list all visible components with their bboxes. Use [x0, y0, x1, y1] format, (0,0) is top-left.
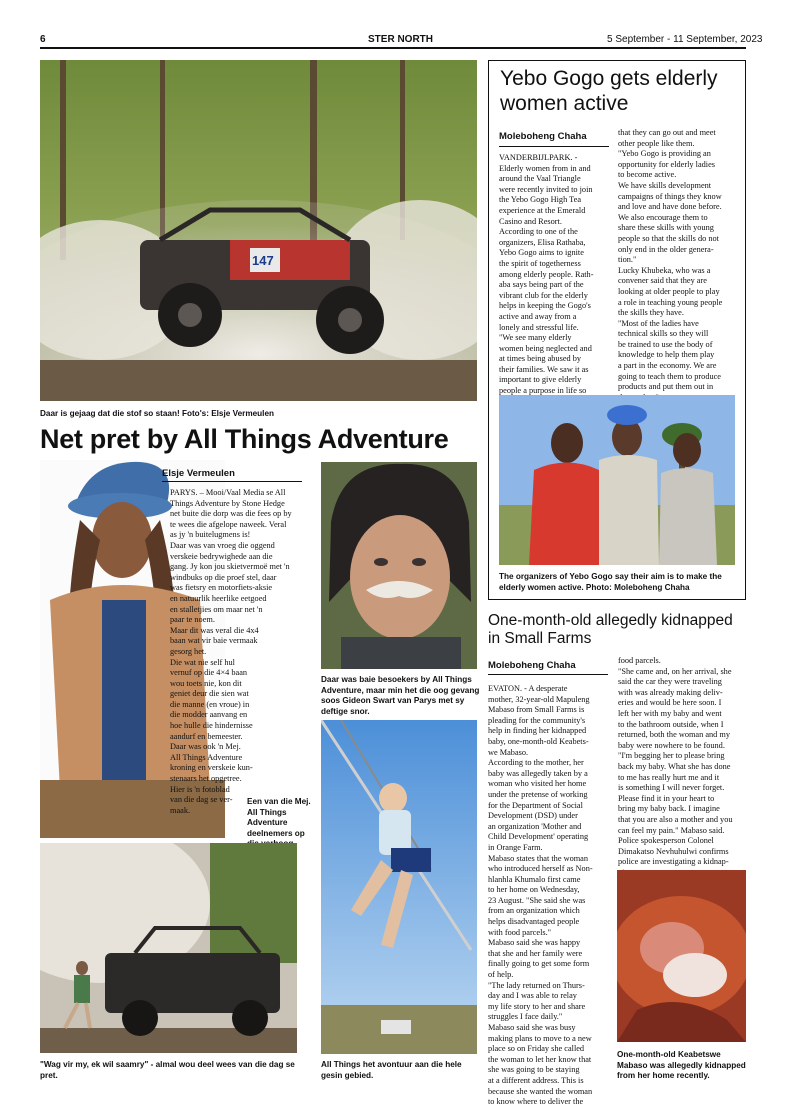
publication-name: STER NORTH [368, 34, 433, 45]
swing-photo [321, 720, 477, 1054]
truck-number: 147 [252, 253, 274, 268]
kidnap-col2: food parcels. "She came and, on her arrival, she said the car they were traveling with was already making deliv- eries and would be here soon. I left her with my baby and went to the bathroom outside, when I returned, both the woman and my baby were nowhere to be found. "I'm begging her to please bring back my baby. What she has done to me has really hurt me and it is something I will never forget. Please find it in your heart to bring my baby back. I imagine that you are also a mother and you can feel my pain." Mabaso said. Police spokesperson Colonel Dimakatso Nevhuhulwi confirms police are investigating a kidnap- [618, 656, 733, 867]
swing-photo-caption: All Things het avontuur aan die hele gesin gebied. [321, 1060, 462, 1080]
kidnap-byline-rule [488, 674, 608, 675]
yebo-gogo-headline: Yebo Gogo gets elderly women active [500, 67, 718, 115]
adventure-article-body: PARYS. – Mooi/Vaal Media se All Things Adventure by Stone Hedge net buite die dorp was die fees op by te wees die afgelope naweek. Veral as jy 'n buitelugmens is! Daar was van vroeg die oggend verskeie bedrywighede aan die gang. Jy kon jou skietvermoë met 'n windbuks op die proef stel, daar was fietsry en motorfiets-aksie en natuurlik heerlike eetgoed en stalletjies om maar net 'n paar te noem. Maar dit was veral die 4x4 baan wat vir baie vermaak gesorg het. Die wat nie self hul vernuf op die 4×4 baan wou toets nie, kon dit geniet deur die sien wat die manne (en vroue) in die modder aanvang en hoe hulle die hindernisse aandurf en bemeester. Daar was ook 'n Mej. All Things Adventure kroning en verskeie kun- stenaars het opgetree. Hier is 'n fotoblad van die dag se ver- maak. [170, 488, 292, 815]
byline-rule [162, 481, 302, 482]
yebo-gogo-col1: VANDERBIJLPARK. - Elderly women from in and around the Vaal Triangle were recently invited to join the Yebo Gogo High Tea experience at the Emerald Casino and Resort. According to one of the organizers, Elisa Rathaba, Yebo Gogo aims to ignite the spirit of togetherness among elderly people. Rath- aba says being part of the vibrant club for the elderly helps in keeping the Gogo's active and away from a lonely and stressful life. "We see many elderly women being neglected and at times being abused by their families. We saw it as important to give elderly people a purpose in life so [499, 153, 594, 396]
truck-photo-caption: Daar is gejaag dat die stof so staan! Foto's: Elsje Vermeulen [40, 409, 274, 418]
kidnapped-baby-caption: One-month-old Keabetswe Mabaso was allegedly kidnapped from her home recently. [617, 1050, 746, 1080]
yebo-gogo-organizers-photo [499, 395, 735, 565]
yebo-byline-rule [499, 146, 609, 147]
offroad-truck-photo [40, 60, 477, 401]
gideon-swart-photo [321, 462, 477, 669]
yebo-gogo-byline: Moleboheng Chaha [499, 131, 587, 142]
miss-adventure-caption: Een van die Mej. All Things Adventure deelnemers op [247, 797, 311, 838]
page-number: 6 [40, 34, 46, 45]
kidnap-byline: Moleboheng Chaha [488, 660, 576, 671]
gideon-swart-caption: Daar was baie besoekers by All Things Adventure, maar min het die oog gevang soos Gideon Swart van Parys met sy deftige snor. [321, 675, 480, 716]
header-rule [40, 47, 746, 49]
man-chasing-truck-photo [40, 843, 297, 1053]
yebo-gogo-photo-caption: The organizers of Yebo Gogo say their aim is to make the elderly women active. Photo: Moleboheng Chaha [499, 572, 722, 592]
adventure-byline: Elsje Vermeulen [162, 468, 235, 479]
kidnapped-baby-photo [617, 870, 746, 1042]
kidnap-headline: One-month-old allegedly kidnapped in Small Farms [488, 612, 733, 647]
adventure-headline: Net pret by All Things Adventure [40, 424, 449, 454]
issue-date: 5 September - 11 September, 2023 [607, 34, 763, 45]
man-chasing-truck-caption: "Wag vir my, ek wil saamry" - almal wou deel wees van die dag se pret. [40, 1060, 295, 1080]
yebo-gogo-col2: that they can go out and meet other people like them. "Yebo Gogo is providing an opportunity for elderly ladies to become active. We have skills development campaigns of things they know and love and have done before. We also encourage them to share these skills with young people so that the skills do not only end in the older genera- tion." Lucky Khubeka, who was a convener said that they are looking at older people to play a role in teaching young people the skills they have. "Most of the ladies have technical skills so they will be trained to use the body of knowledge to help them play a part in the economy. We are going to teach them to produce products and put them out in [618, 128, 723, 392]
kidnap-col1: EVATON. - A desperate mother, 32-year-old Mapuleng Mabaso from Small Farms is pleading for the community's help in finding her kidnapped baby, one-month-old Keabets- we Mabaso. According to the mother, her baby was allegedly taken by a woman who visited her home under the pretense of working for the Department of Social Development (DSD) under an organization 'Mother and Child Development' operating in Orange Farm. Mabaso states that the woman who introduced herself as Non- hlanhla Khumalo first came to her home on Wednesday, 23 August. "She said she was from an organization which helps disadvantaged people with food parcels." Mabaso said she was happy that she and her family were finally going to get some form of help. "The lady returned on Thurs- day and I was able to relay my life story to her and share struggles I face daily." Mabaso said she was busy making plans to move to a new place so on Friday she called the woman to let her know that she was going to be staying at a different address. This is because she wanted the woman to know where to deliver the [488, 684, 593, 1107]
